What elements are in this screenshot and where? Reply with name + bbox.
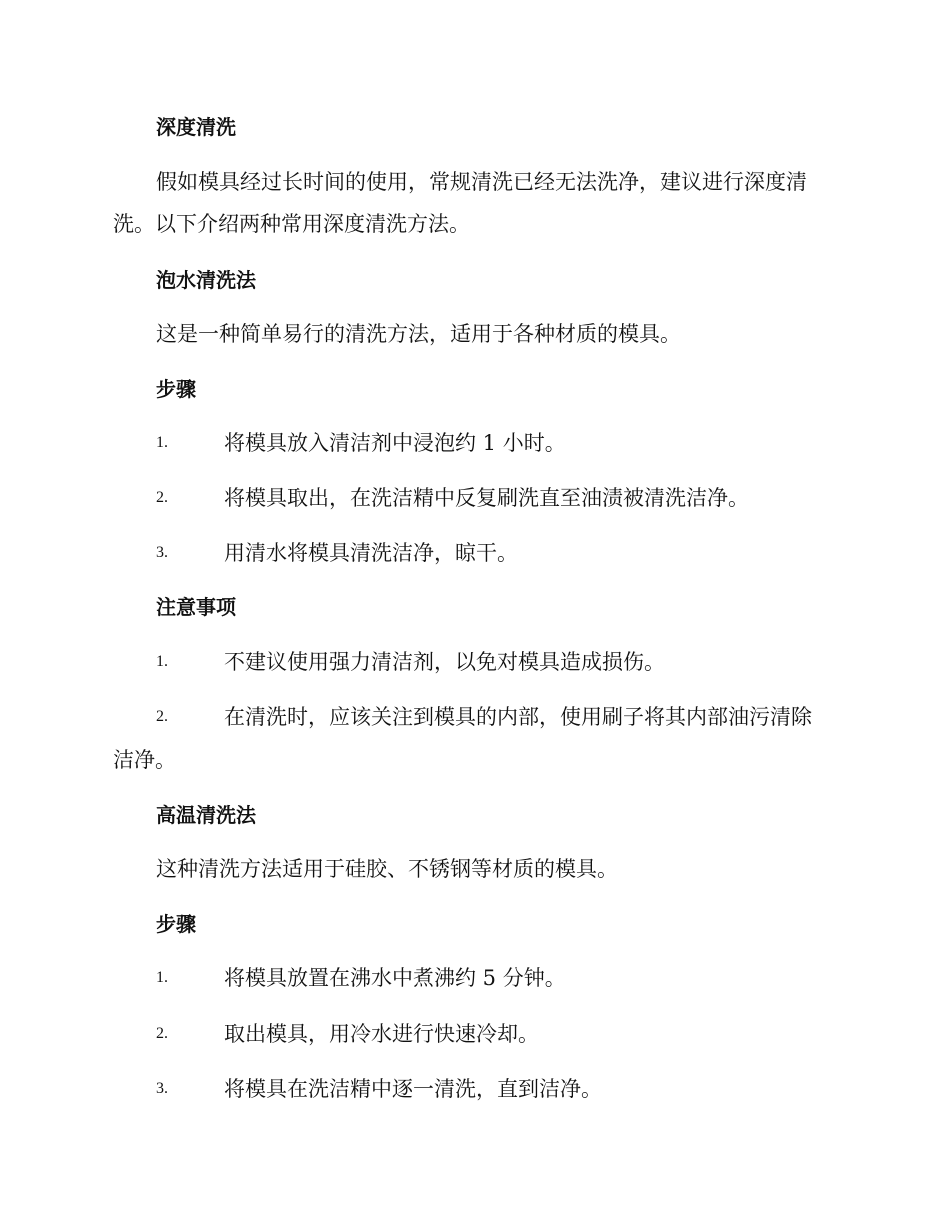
list-number: 2. bbox=[156, 1025, 168, 1042]
intro-paragraph-line-1: 假如模具经过长时间的使用，常规清洗已经无法洗净，建议进行深度清 bbox=[156, 170, 807, 194]
list-number: 2. bbox=[156, 708, 168, 725]
list-item-text: 不建议使用强力清洁剂，以免对模具造成损伤。 bbox=[224, 650, 665, 674]
notes-heading: 注意事项 bbox=[156, 595, 236, 619]
list-number: 3. bbox=[156, 1080, 168, 1097]
section-heading-soak-method: 泡水清洗法 bbox=[156, 268, 256, 292]
list-number: 2. bbox=[156, 489, 168, 506]
list-number: 1. bbox=[156, 434, 168, 451]
list-item-text: 用清水将模具清洗洁净，晾干。 bbox=[224, 541, 518, 565]
intro-paragraph-line-2: 洗。以下介绍两种常用深度清洗方法。 bbox=[113, 212, 470, 236]
list-item-continuation: 洁净。 bbox=[113, 748, 176, 772]
list-item-text: 将模具放置在沸水中煮沸约 5 分钟。 bbox=[224, 966, 566, 990]
section-heading-deep-clean: 深度清洗 bbox=[156, 115, 236, 139]
soak-method-description: 这是一种简单易行的清洗方法，适用于各种材质的模具。 bbox=[156, 322, 681, 346]
list-number: 1. bbox=[156, 969, 168, 986]
section-heading-high-temp-method: 高温清洗法 bbox=[156, 803, 256, 827]
list-item-text: 将模具放入清洁剂中浸泡约 1 小时。 bbox=[224, 431, 566, 455]
list-number: 3. bbox=[156, 544, 168, 561]
list-item-text: 在清洗时，应该关注到模具的内部，使用刷子将其内部油污清除 bbox=[224, 705, 812, 729]
list-number: 1. bbox=[156, 653, 168, 670]
high-temp-method-description: 这种清洗方法适用于硅胶、不锈钢等材质的模具。 bbox=[156, 857, 618, 881]
list-item-text: 将模具取出，在洗洁精中反复刷洗直至油渍被清洗洁净。 bbox=[224, 486, 749, 510]
list-item-text: 将模具在洗洁精中逐一清洗，直到洁净。 bbox=[224, 1077, 602, 1101]
soak-steps-heading: 步骤 bbox=[156, 377, 196, 401]
high-temp-steps-heading: 步骤 bbox=[156, 912, 196, 936]
list-item-text: 取出模具，用冷水进行快速冷却。 bbox=[224, 1022, 539, 1046]
